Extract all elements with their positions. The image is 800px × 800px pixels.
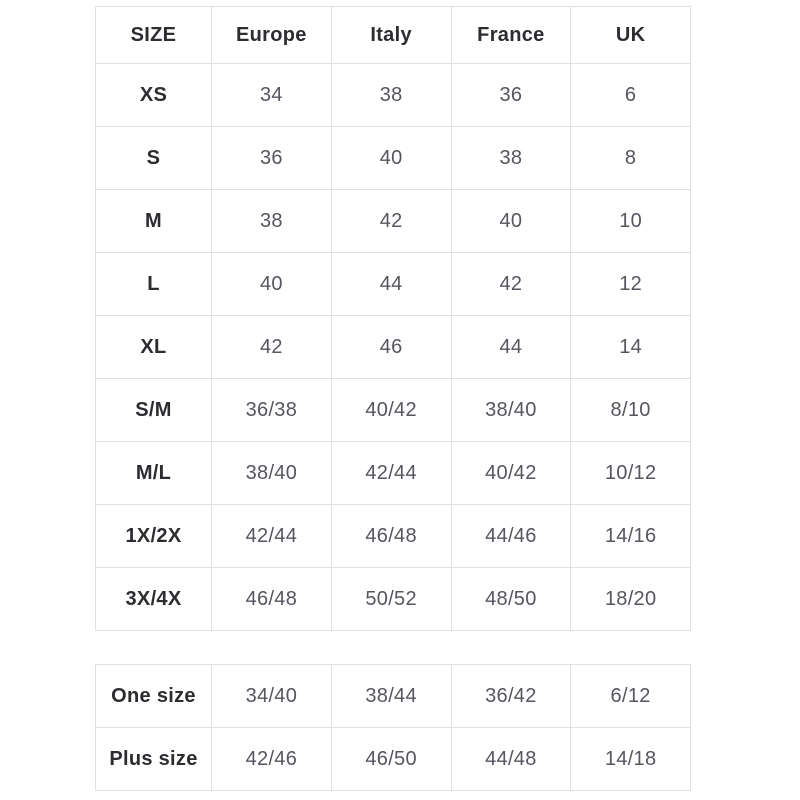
header-france: France <box>451 7 571 64</box>
row-label: M/L <box>96 442 212 505</box>
cell-france: 44/48 <box>451 728 571 791</box>
row-label: 3X/4X <box>96 568 212 631</box>
header-size: SIZE <box>96 7 212 64</box>
row-label: S <box>96 127 212 190</box>
header-uk: UK <box>571 7 691 64</box>
cell-uk: 8 <box>571 127 691 190</box>
cell-europe: 38 <box>212 190 332 253</box>
cell-europe: 36/38 <box>212 379 332 442</box>
cell-europe: 42 <box>212 316 332 379</box>
row-label: One size <box>96 665 212 728</box>
cell-italy: 40/42 <box>331 379 451 442</box>
table-gap <box>95 631 800 664</box>
cell-france: 42 <box>451 253 571 316</box>
row-label: L <box>96 253 212 316</box>
header-europe: Europe <box>212 7 332 64</box>
cell-france: 44 <box>451 316 571 379</box>
table-row-l <box>96 253 691 316</box>
table-row-m <box>96 190 691 253</box>
table-row-xs <box>96 64 691 127</box>
cell-italy: 40 <box>331 127 451 190</box>
cell-italy: 46 <box>331 316 451 379</box>
cell-italy: 38 <box>331 64 451 127</box>
row-label: Plus size <box>96 728 212 791</box>
cell-italy: 44 <box>331 253 451 316</box>
row-label: M <box>96 190 212 253</box>
cell-europe: 42/46 <box>212 728 332 791</box>
cell-uk: 14 <box>571 316 691 379</box>
cell-france: 38 <box>451 127 571 190</box>
cell-uk: 12 <box>571 253 691 316</box>
cell-europe: 34/40 <box>212 665 332 728</box>
cell-europe: 46/48 <box>212 568 332 631</box>
cell-europe: 36 <box>212 127 332 190</box>
row-label: S/M <box>96 379 212 442</box>
table-header-row <box>96 7 691 64</box>
cell-france: 38/40 <box>451 379 571 442</box>
cell-uk: 6/12 <box>571 665 691 728</box>
cell-uk: 14/16 <box>571 505 691 568</box>
cell-italy: 46/48 <box>331 505 451 568</box>
row-label: XL <box>96 316 212 379</box>
row-label: XS <box>96 64 212 127</box>
cell-uk: 18/20 <box>571 568 691 631</box>
cell-france: 36 <box>451 64 571 127</box>
table-row-xl <box>96 316 691 379</box>
row-label: 1X/2X <box>96 505 212 568</box>
special-sizes-table <box>95 664 691 791</box>
cell-europe: 40 <box>212 253 332 316</box>
table-row-s <box>96 127 691 190</box>
cell-uk: 6 <box>571 64 691 127</box>
cell-italy: 46/50 <box>331 728 451 791</box>
cell-uk: 10 <box>571 190 691 253</box>
cell-france: 48/50 <box>451 568 571 631</box>
size-conversion-table <box>95 6 691 631</box>
table-row-1x2x <box>96 505 691 568</box>
cell-uk: 8/10 <box>571 379 691 442</box>
header-italy: Italy <box>331 7 451 64</box>
table-row-sm <box>96 379 691 442</box>
cell-france: 40 <box>451 190 571 253</box>
cell-uk: 10/12 <box>571 442 691 505</box>
cell-italy: 42/44 <box>331 442 451 505</box>
cell-uk: 14/18 <box>571 728 691 791</box>
cell-france: 40/42 <box>451 442 571 505</box>
table-row-one-size <box>96 665 691 728</box>
cell-italy: 38/44 <box>331 665 451 728</box>
cell-italy: 42 <box>331 190 451 253</box>
cell-france: 36/42 <box>451 665 571 728</box>
cell-europe: 34 <box>212 64 332 127</box>
table-row-3x4x <box>96 568 691 631</box>
cell-italy: 50/52 <box>331 568 451 631</box>
table-row-plus-size <box>96 728 691 791</box>
cell-france: 44/46 <box>451 505 571 568</box>
cell-europe: 38/40 <box>212 442 332 505</box>
cell-europe: 42/44 <box>212 505 332 568</box>
table-row-ml <box>96 442 691 505</box>
